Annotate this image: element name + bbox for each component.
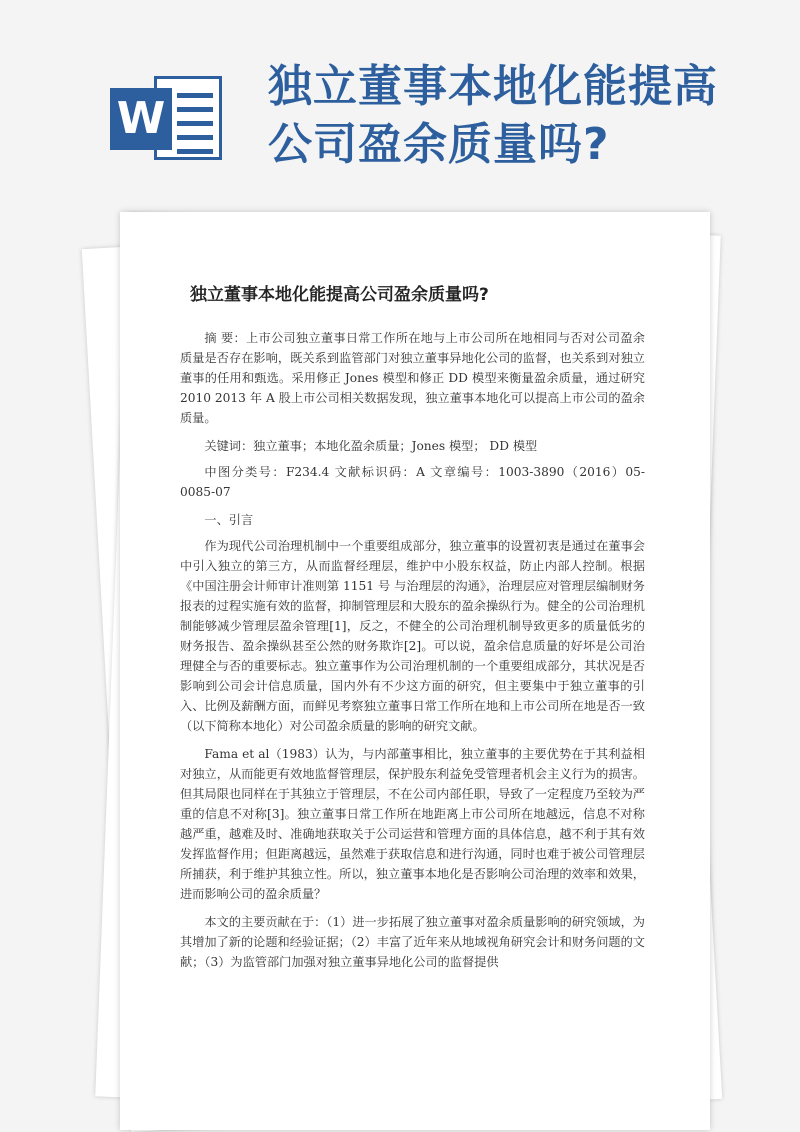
word-logo-letter: W	[110, 88, 172, 150]
classification-line: 中图分类号：F234.4 文献标识码：A 文章编号：1003-3890（2016）05-0085-07	[180, 465, 645, 499]
word-icon	[110, 72, 222, 164]
keywords-line: 关键词：独立董事；本地化盈余质量；Jones 模型； DD 模型	[204, 439, 538, 453]
body-paragraph: 作为现代公司治理机制中一个重要组成部分，独立董事的设置初衷是通过在董事会中引入独立的第三方，从而监督经理层，维护中小股东权益，防止内部人控制。根据《中国注册会计师审计准则第 1151 号 与治理层的沟通》，治理层应对管理层编制财务报表的过程实施有效的监督，抑制管理层和大股东的盈余操纵行为。健全的公司治理机制能够减少管理层盈余管理[1]，反之，不健全的公司治理机制导致更多的质量低劣的财务报告、盈余操纵甚至公然的财务欺诈[2]。可以说，盈余信息质量的好坏是公司治理健全与否的重要标志。独立董事作为公司治理机制的一个重要组成部分，其状况是否影响到公司会计信息质量，国内外有不少这方面的研究，但主要集中于独立董事的引入、比例及薪酬方面，而鲜见考察独立董事日常工作所在地和上市公司所在地是否一致（以下简称本地化）对公司盈余质量的影响的研究文献。	[180, 539, 645, 733]
banner	[0, 0, 800, 200]
document-body	[180, 328, 645, 980]
body-paragraph: 本文的主要贡献在于：（1）进一步拓展了独立董事对盈余质量影响的研究领域，为其增加了新的论题和经验证据；（2）丰富了近年来从地域视角研究会计和财务问题的文献；（3）为监管部门加强对独立董事异地化公司的监督提供	[180, 915, 645, 969]
document-page[interactable]	[120, 212, 710, 1130]
banner-title: 独立董事本地化能提高公司盈余质量吗?	[268, 61, 718, 170]
section-heading-introduction: 一、引言	[204, 513, 254, 527]
document-title: 独立董事本地化能提高公司盈余质量吗?	[190, 285, 489, 305]
body-paragraph: Fama et al（1983）认为，与内部董事相比，独立董事的主要优势在于其利益相对独立，从而能更有效地监督管理层，保护股东利益免受管理者机会主义行为的损害。但其局限也同样在于其独立于管理层，不在公司内部任职，导致了一定程度乃至较为严重的信息不对称[3]。独立董事日常工作所在地距离上市公司所在地越远，信息不对称越严重，越难及时、准确地获取关于公司运营和管理方面的具体信息，越不利于其有效发挥监督作用；但距离越远，虽然难于获取信息和进行沟通，同时也难于被公司管理层所捕获，利于维护其独立性。所以，独立董事本地化是否影响公司治理的效率和效果，进而影响公司的盈余质量？	[180, 747, 645, 901]
abstract-paragraph: 摘 要：上市公司独立董事日常工作所在地与上市公司所在地相同与否对公司盈余质量是否存在影响，既关系到监管部门对独立董事异地化公司的监督，也关系到对独立董事的任用和甄选。采用修正 Jones 模型和修正 DD 模型来衡量盈余质量，通过研究 2010 2013 年 A 股上市公司相关数据发现，独立董事本地化可以提高上市公司的盈余质量。	[180, 331, 645, 425]
